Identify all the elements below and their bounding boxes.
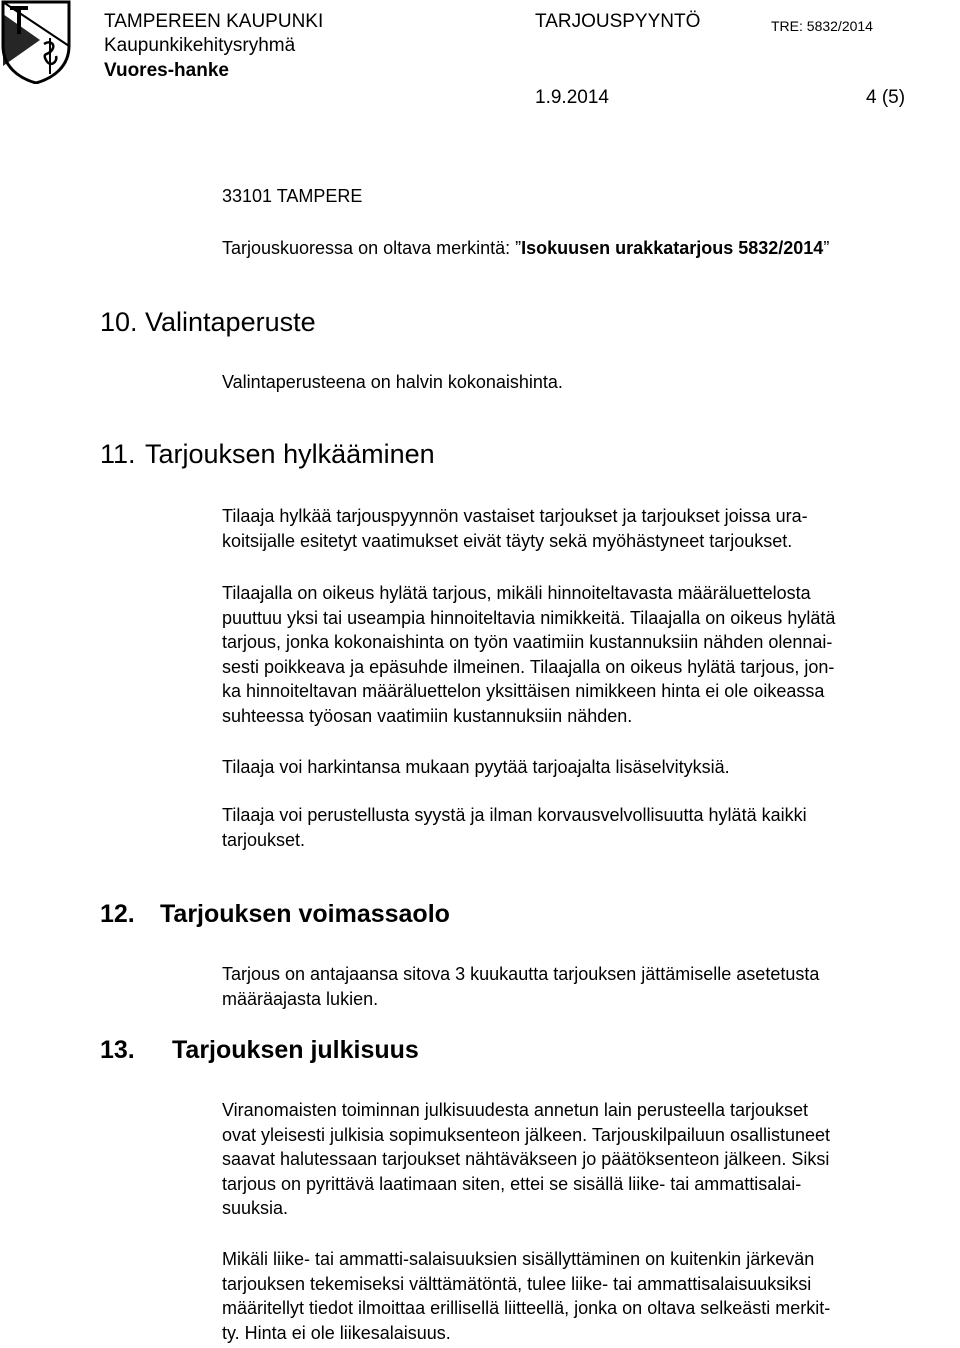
paragraph-line: määräajasta lukien. [222, 988, 379, 1009]
paragraph-line: Viranomaisten toiminnan julkisuudesta annetun lain perusteella tarjoukset [222, 1100, 809, 1120]
header-project: Vuores-hanke [104, 60, 229, 81]
paragraph-line: määritellyt tiedot ilmoittaa erillisellä liitteellä, jonka on oltava selkeästi merkit- [222, 1298, 831, 1318]
paragraph-line: suuksia. [222, 1198, 289, 1218]
section-12-title: Tarjouksen voimassaolo [160, 900, 450, 928]
tampere-coat-of-arms-logo [0, 0, 72, 84]
paragraph-line: Tilaaja hylkää tarjouspyynnön vastaiset tarjoukset ja tarjoukset joissa ura- [222, 506, 808, 526]
header-page-number: 4 (5) [866, 87, 906, 108]
section-13-paragraph-2 [222, 1247, 830, 1345]
header-unit: Kaupunkikehitysryhmä [104, 35, 296, 56]
paragraph-line: tarjous on pyrittävä laatimaan siten, ettei se sisällä liike- tai ammattisalai- [222, 1173, 802, 1194]
paragraph-line: tarjouksen tekemiseksi välttämätöntä, tulee liike- tai ammattisalaisuuksiksi [222, 1273, 812, 1294]
section-11-title: Tarjouksen hylkääminen [145, 439, 435, 469]
section-10-body: Valintaperusteena on halvin kokonaishinta. [222, 372, 563, 392]
section-12-number: 12. [100, 900, 135, 928]
paragraph-line: ka hinnoiteltavan määräluettelon yksittäisen nimikkeen hinta ei ole oikeassa [222, 681, 825, 701]
section-13-title: Tarjouksen julkisuus [172, 1036, 419, 1064]
header-organization: TAMPEREEN KAUPUNKI [104, 11, 324, 32]
paragraph-line: Tarjous on antajaansa sitova 3 kuukautta tarjouksen jättämiselle asetetusta [222, 964, 820, 984]
header-date: 1.9.2014 [535, 87, 609, 108]
marking-suffix: ” [823, 238, 830, 258]
paragraph-line: puuttuu yksi tai useampia hinnoiteltavia nimikkeitä. Tilaajalla on oikeus hylätä [222, 607, 836, 628]
paragraph-line: Tilaajalla on oikeus hylätä tarjous, mikäli hinnoiteltavasta määräluettelosta [222, 583, 811, 603]
section-13-number: 13. [100, 1036, 135, 1064]
address-line: 33101 TAMPERE [222, 186, 363, 206]
marking-line [222, 236, 829, 261]
section-10-number: 10. [100, 307, 138, 337]
paragraph-line: saavat halutessaan tarjoukset nähtäväkseen jo päätöksenteon jälkeen. Siksi [222, 1149, 830, 1169]
paragraph-line: koitsijalle esitetyt vaatimukset eivät täyty sekä myöhästyneet tarjoukset. [222, 530, 793, 551]
header-reference-number: TRE: 5832/2014 [771, 18, 873, 34]
section-11-paragraph-1 [222, 504, 808, 553]
paragraph-line: tarjous, jonka kokonaishinta on työn vaatimiin kustannuksiin nähden olennai- [222, 632, 833, 652]
paragraph-line: tarjoukset. [222, 829, 306, 850]
section-13-paragraph-1 [222, 1098, 830, 1221]
paragraph-line: Mikäli liike- tai ammatti-salaisuuksien sisällyttäminen on kuitenkin järkevän [222, 1249, 815, 1269]
paragraph-line: Tilaaja voi perustellusta syystä ja ilman korvausvelvollisuutta hylätä kaikki [222, 805, 807, 825]
marking-prefix: Tarjouskuoressa on oltava merkintä: ” [222, 238, 522, 258]
section-11-paragraph-2 [222, 581, 835, 728]
section-11-paragraph-3: Tilaaja voi harkintansa mukaan pyytää tarjoajalta lisäselvityksiä. [222, 757, 730, 777]
section-11-number: 11. [100, 439, 136, 469]
paragraph-line: ty. Hinta ei ole liikesalaisuus. [222, 1322, 451, 1343]
marking-value: Isokuusen urakkatarjous 5832/2014 [521, 238, 824, 258]
header-document-type: TARJOUSPYYNTÖ [535, 11, 701, 32]
paragraph-line: sesti poikkeava ja epäsuhde ilmeinen. Tilaajalla on oikeus hylätä tarjous, jon- [222, 656, 835, 677]
section-10-title: Valintaperuste [145, 307, 316, 337]
paragraph-line: ovat yleisesti julkisia sopimuksenteon jälkeen. Tarjouskilpailuun osallistuneet [222, 1124, 831, 1145]
paragraph-line: suhteessa työosan vaatimiin kustannuksiin nähden. [222, 705, 633, 726]
section-11-paragraph-4 [222, 803, 807, 852]
section-12-body [222, 962, 819, 1011]
